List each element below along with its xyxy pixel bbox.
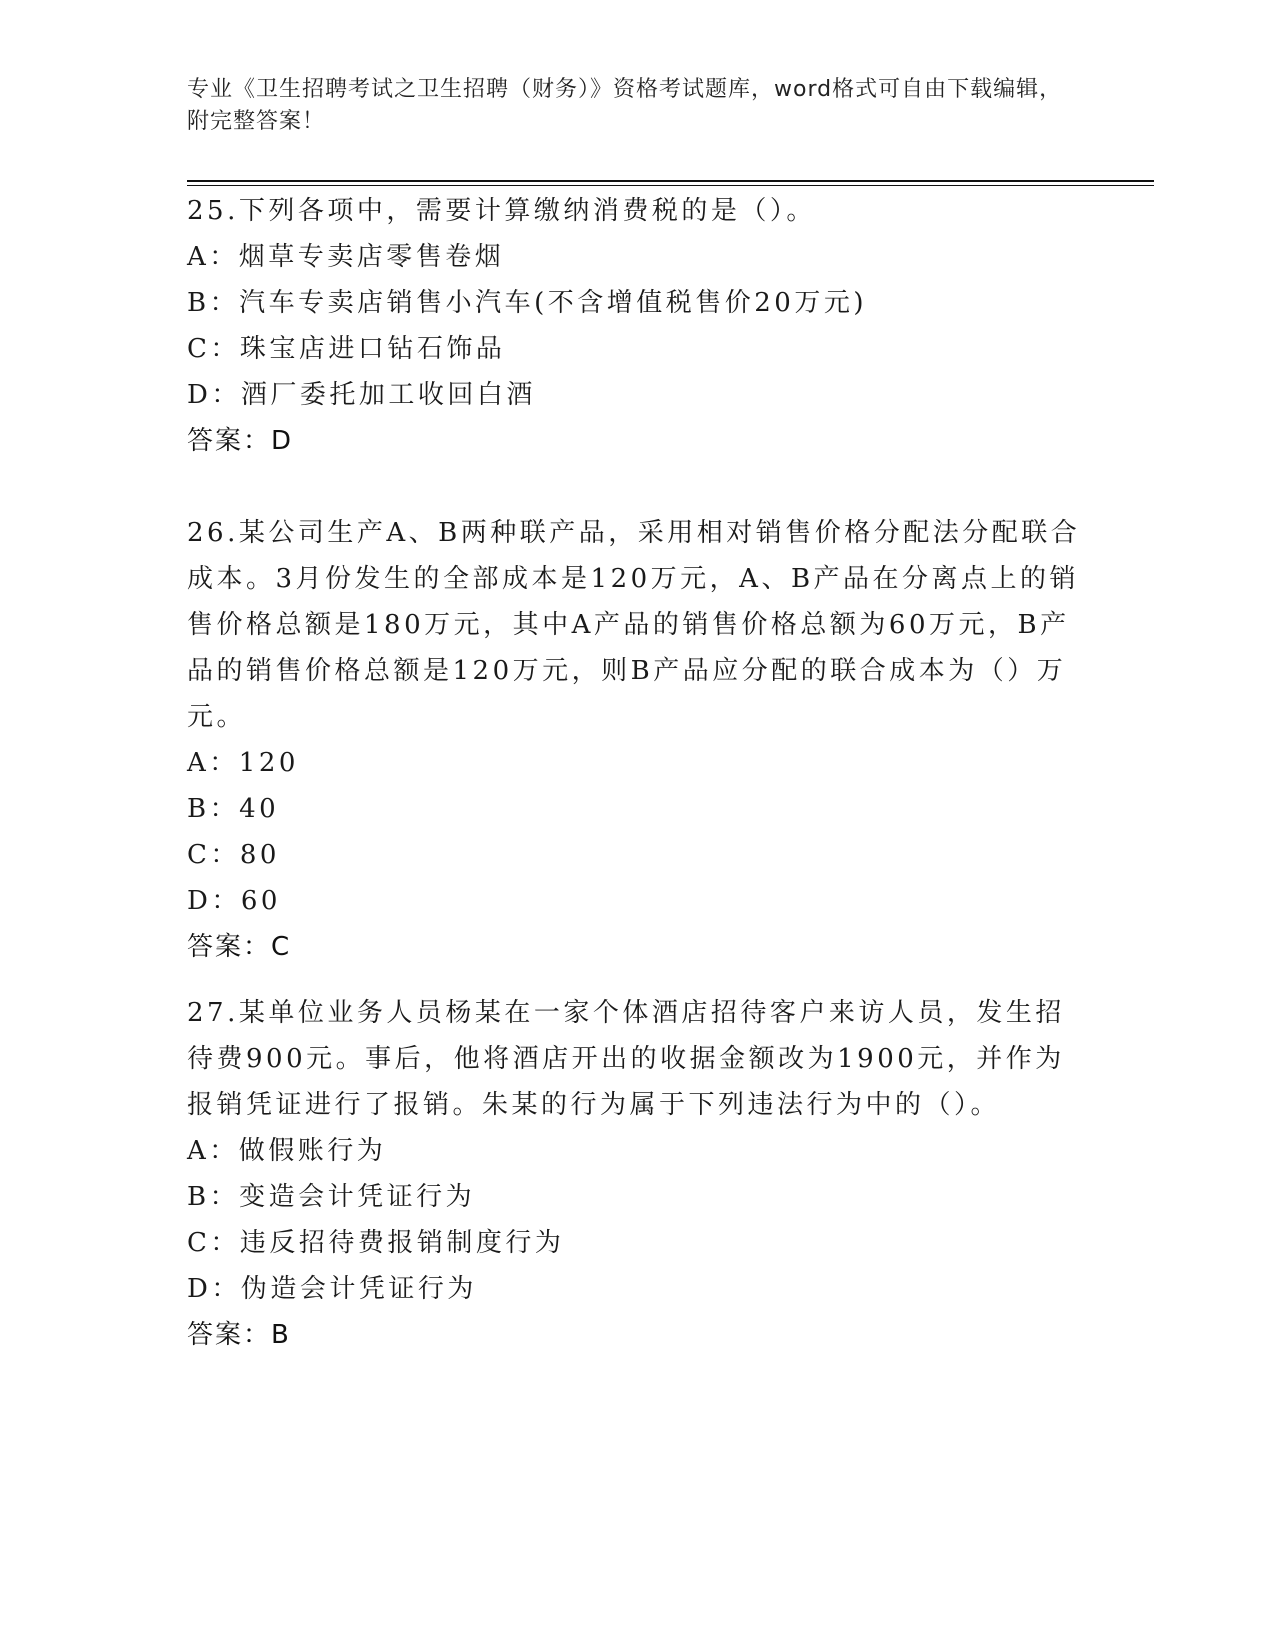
- question-stem: 25.下列各项中，需要计算缴纳消费税的是（）。: [187, 196, 816, 226]
- document-header: 专业《卫生招聘考试之卫生招聘（财务）》资格考试题库，word格式可自由下载编辑，附完整答案！: [187, 77, 1063, 134]
- option-b: B：变造会计凭证行为: [187, 1182, 476, 1212]
- question-27: [187, 990, 1087, 1358]
- option-c: C：珠宝店进口钻石饰品: [187, 334, 506, 364]
- option-d: D：酒厂委托加工收回白酒: [187, 380, 536, 410]
- option-b: B：40: [187, 794, 280, 824]
- option-a: A：烟草专卖店零售卷烟: [187, 242, 505, 272]
- header-divider-thin: [187, 185, 1154, 186]
- option-a: A：120: [187, 748, 299, 778]
- question-stem: 27.某单位业务人员杨某在一家个体酒店招待客户来访人员，发生招待费900元。事后，他将酒店开出的收据金额改为1900元，并作为报销凭证进行了报销。朱某的行为属于下列违法行为中的（）。: [187, 998, 1065, 1120]
- option-d: D：伪造会计凭证行为: [187, 1274, 477, 1304]
- answer-line: 答案：B: [187, 1320, 291, 1350]
- option-a: A：做假账行为: [187, 1136, 387, 1166]
- option-c: C：违反招待费报销制度行为: [187, 1228, 565, 1258]
- option-b: B：汽车专卖店销售小汽车(不含增值税售价20万元): [187, 288, 867, 318]
- question-25: [187, 188, 1087, 464]
- answer-line: 答案：D: [187, 426, 294, 456]
- question-stem: 26.某公司生产A、B两种联产品，采用相对销售价格分配法分配联合成本。3月份发生的全部成本是120万元，A、B产品在分离点上的销售价格总额是180万元，其中A产品的销售价格总额为60万元，B产品的销售价格总额是120万元，则B产品应分配的联合成本为（）万元。: [187, 518, 1081, 732]
- answer-line: 答案：C: [187, 932, 292, 962]
- header-divider-thick: [187, 180, 1154, 182]
- option-c: C：80: [187, 840, 280, 870]
- option-d: D：60: [187, 886, 281, 916]
- question-26: [187, 510, 1087, 970]
